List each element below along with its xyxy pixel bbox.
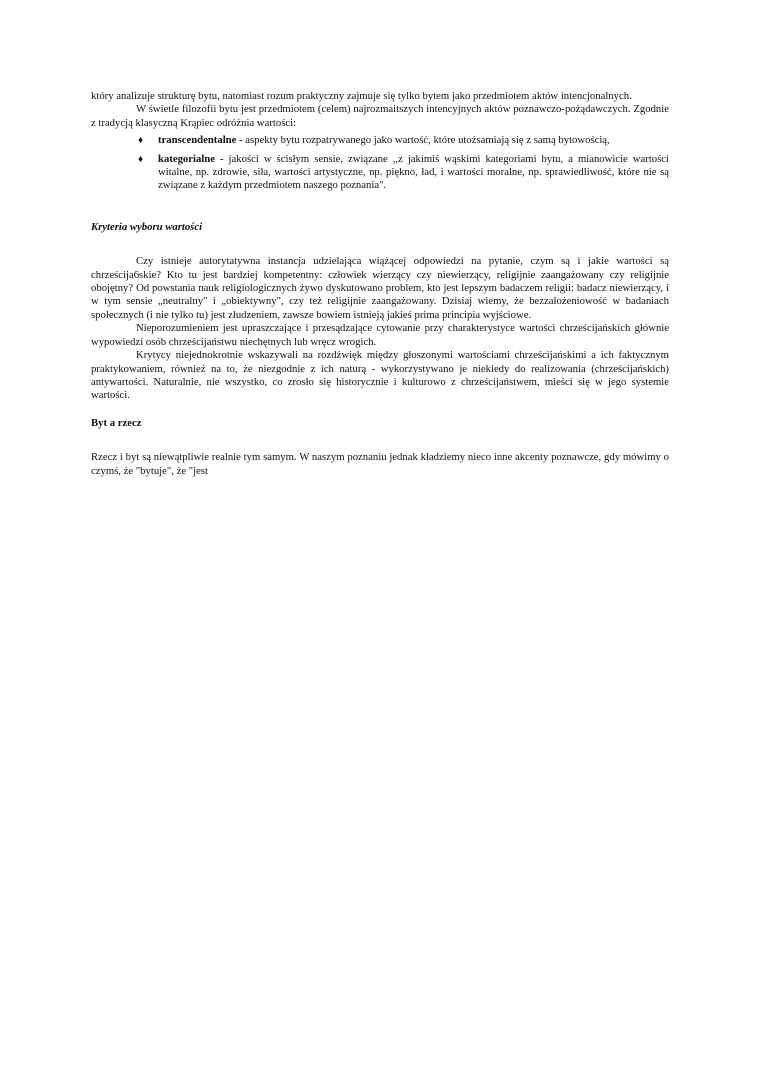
- list-item-transcendentalne: [91, 134, 669, 147]
- document-page: [91, 90, 669, 478]
- section-heading-kryteria: Kryteria wyboru wartości: [91, 220, 203, 233]
- paragraph-kryteria-3: Krytycy niejednokrotnie wskazywali na rozdźwięk między głoszonymi wartościami chrześcijańskimi a ich faktycznym praktykowaniem, również na to, że niezgodnie z ich naturą - wykorzystywano je niekiedy do realizowania (chrześcijańskich) antywartości. Naturalnie, nie wszystko, co zrosło się historycznie i kulturowo z chrześcijaństwem, mieści się w jego systemie wartości.: [91, 349, 669, 402]
- paragraph-kryteria-2: Nieporozumieniem jest upraszczające i przesądzające cytowanie przy charakterystyce wartości chrześcijańskich głównie wypowiedzi osób chrześcijaństwu niechętnych lub wręcz wrogich.: [91, 322, 669, 348]
- list-item-kategorialne: [91, 153, 669, 193]
- diamond-bullet-icon: ♦: [138, 135, 144, 147]
- paragraph-kryteria-1: Czy istnieje autorytatywna instancja udzielająca wiążącej odpowiedzi na pytanie, czym są i jakie wartości są chrześcija6skie? Kto tu jest bardziej kompetentny: człowiek wierzący czy niewierzący, religijnie zaangażowany czy religijnie obojętny? Od powstania nauk religiologicznych żywo dyskutowano problem, kto jest lepszym badaczem religii: badacz niewierzący, i w tym sensie „neutralny" i „obiektywny", czy też religijnie zaangażowany. Dzisiaj wiemy, że bezzałożeniowość w badaniach społecznych (i nie tylko tu) jest złudzeniem, zawsze bowiem istnieją jakieś prima principia wyjściowe.: [91, 255, 669, 321]
- diamond-bullet-icon: ♦: [138, 153, 144, 165]
- paragraph-byt: Rzecz i byt są niewątpliwie realnie tym samym. W naszym poznaniu jednak kładziemy nieco inne akcenty poznawcze, gdy mówimy o czymś, że "bytuje", że "jest: [91, 451, 669, 477]
- definition-kategorialne: jakości w ścisłym sensie, związane ,,z jakimiś wąskimi kategoriami bytu, a mianowicie wartości witalne, np. zdrowie, siła, wartości artystyczne, np. piękno, ład, i wartości moralne, np. sprawiedliwość, które nie są związane z każdym przedmiotem naszego poznania".: [158, 152, 670, 192]
- term-kategorialne: kategorialne -: [158, 152, 224, 165]
- definition-transcendentalne: aspekty bytu rozpatrywanego jako wartość, które utożsamiają się z samą bytowością,: [242, 134, 610, 147]
- paragraph-intro: który analizuje strukturę bytu, natomiast rozum praktyczny zajmuje się tylko bytem jako przedmiotem aktów intencjonalnych.: [91, 90, 632, 102]
- section-heading-byt: Byt a rzecz: [91, 416, 142, 429]
- paragraph-filozofia: W świetle filozofii bytu jest przedmiotem (celem) najrozmaitszych intencyjnych aktów poznawczo-pożądawczych. Zgodnie z tradycją klasyczną Krąpiec odróżnia wartości:: [91, 103, 669, 129]
- term-transcendentalne: transcendentalne -: [158, 134, 243, 147]
- value-types-list: [91, 134, 669, 193]
